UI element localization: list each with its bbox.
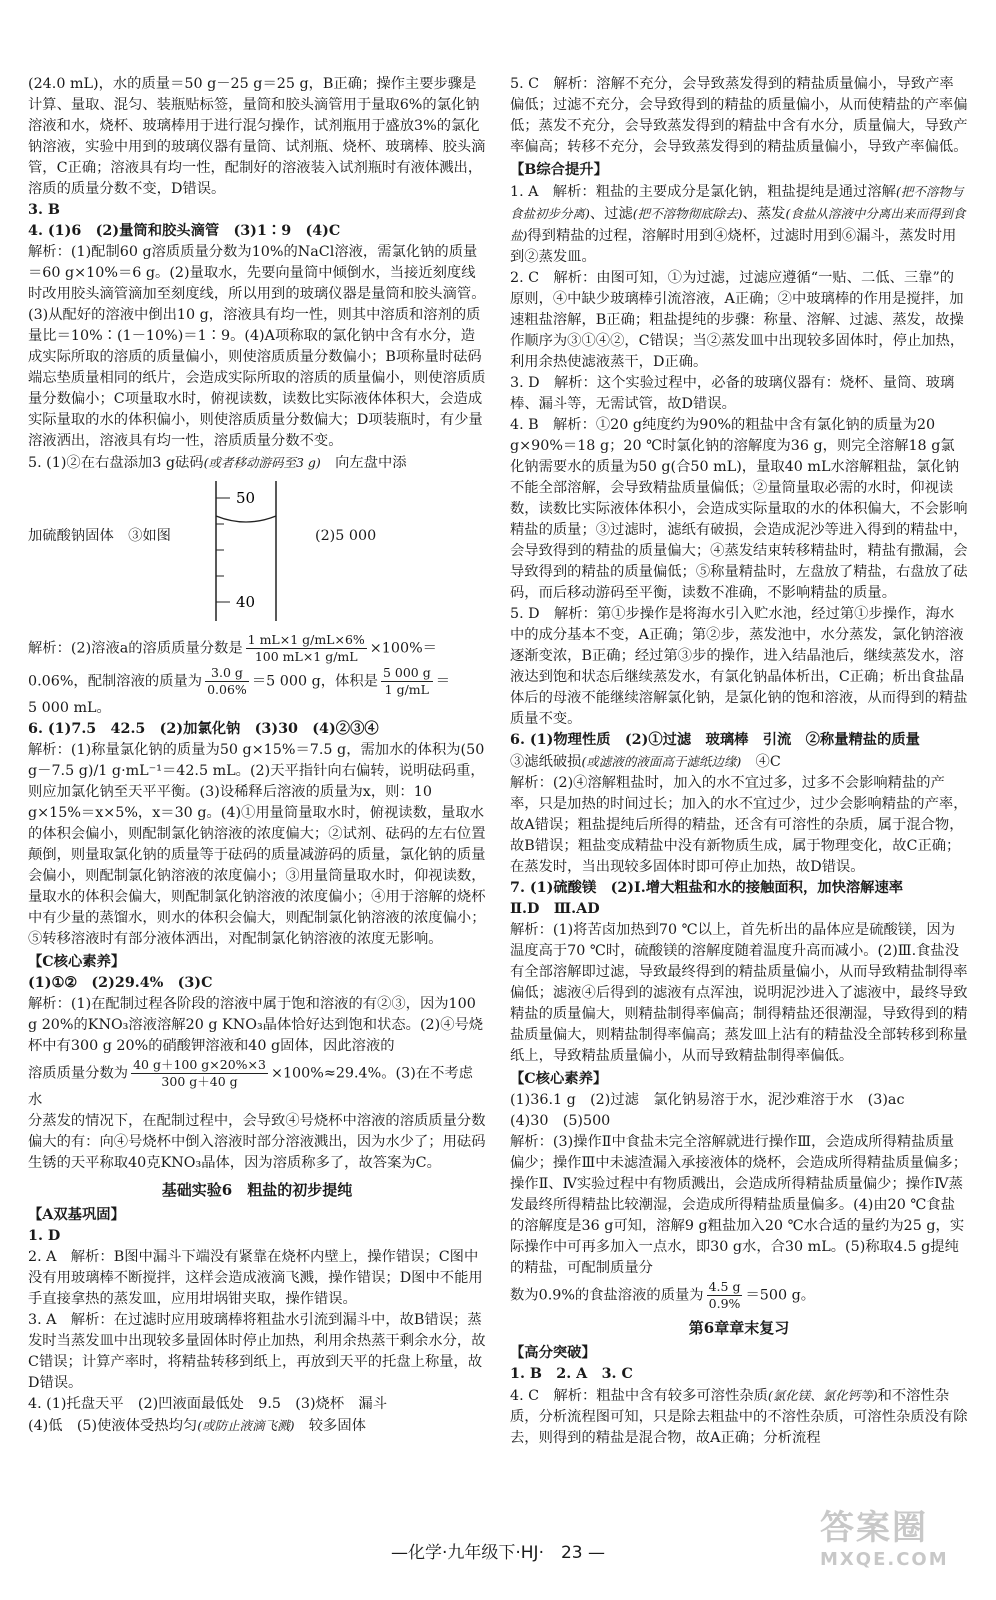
- note: (或防止液滴飞溅): [197, 1418, 295, 1433]
- answer-4-explanation: 解析：(1)配制60 g溶质质量分数为10%的NaCl溶液，需氯化钠的质量＝60 g×10%＝6 g。(2)量取水，先要向量筒中倾倒水，当接近刻度线时改用胶头滴管滴加至刻度线，所以用到的玻璃仪器是量筒和胶头滴管。(3)从配好的溶液中倒出10 g，溶液具有均一性，则其中溶质和溶剂的质量比＝10%∶(1－10%)＝1∶9。(4)A项称取的氯化钠中含有水分，造成实际所取的溶质的质量偏小，则使溶质质量分数偏小；B项称量时砝码端忘垫质量相同的纸片，会造成实际所取的溶质的质量偏小，则使溶质质量分数偏小；C项量取水时，俯视读数，读数比实际液体体积大，会造成实际量取的水的体积偏小，则使溶质质量分数偏大；D项装瓶时，有少量溶液洒出，溶液具有均一性，溶质质量分数不变。: [28, 244, 486, 449]
- fraction-denominator: 0.9%: [708, 1296, 741, 1311]
- b-answer-6-line2: [510, 751, 968, 773]
- b-answer-6-line1: 6. (1)物理性质 (2)①过滤 玻璃棒 引流 ②称量精盐的质量: [510, 732, 920, 748]
- fraction: [205, 665, 249, 698]
- a-answer-5: 5. C 解析：溶解不充分，会导致蒸发得到的精盐质量偏小，导致产率偏低；过滤不充分，会导致得到的精盐的质量偏小，从而使精盐的产率偏低；蒸发不充分，会导致蒸发得到的精盐中含有水分，质量偏大，导致产率偏高；转移不充分，会导致蒸发得到的精盐质量偏小，导致产率偏低。: [510, 76, 968, 155]
- section-c2-heading: 【C核心素养】: [510, 1071, 608, 1087]
- watermark-top: 答案圈: [820, 1508, 928, 1548]
- answer-5-text: 5. (1)②在右盘添加3 g砝码: [28, 455, 204, 471]
- b-answer-7-line2: Ⅱ.D Ⅲ.AD: [510, 901, 600, 917]
- b-answer-5: 5. D 解析：第①步操作是将海水引入贮水池，经过第①步操作，海水中的成分基本不变，A正确；第②步，蒸发池中，水分蒸发，氯化钠溶液逐渐变浓，B正确；经过第③步的操作，进入结晶池后，继续蒸发水，溶液达到饱和状态后继续蒸发水，有氯化钠晶体析出，C正确；析出食盐晶体后的母液不能继续溶解氯化钠，是氯化钠的饱和溶液，从而得到的精盐质量不变。: [510, 606, 968, 727]
- text: ＝5 000 g，体积是: [251, 673, 378, 690]
- high-answers-1-3: 1. B 2. A 3. C: [510, 1366, 633, 1382]
- c2-answer-line1: (1)36.1 g (2)过滤 氯化钠易溶于水，泥沙难溶于水 (3)ac: [510, 1092, 905, 1108]
- page-footer: —化学·九年级下·HJ· 23 —: [390, 1543, 606, 1563]
- text: 数为0.9%的食盐溶液的质量为: [510, 1287, 704, 1304]
- fraction-denominator: 100 mL×1 g/mL: [254, 649, 358, 664]
- note: (把不溶物彻底除去): [632, 206, 743, 221]
- text: ×100%＝: [369, 640, 437, 657]
- answer-6-explanation: 解析：(1)称量氯化钠的质量为50 g×15%＝7.5 g，需加水的体积为(50 g－7.5 g)/1 g·mL⁻¹＝42.5 mL。(2)天平指针向右偏转，说明砝码重，则应加氯化钠至天平平衡。(3)设稀释后溶液的质量为x，则：10 g×15%＝x×5%，x＝30 g。(4)①用量筒量取水时，俯视读数，量取水的体积会偏小，则配制氯化钠溶液的浓度偏大；②试剂、砝码的左右位置颠倒，则量取氯化钠的质量等于砝码的质量减游码的质量，氯化钠的质量会偏小，则配制氯化钠溶液的浓度偏小；③用量筒量取水时，仰视读数，量取水的体积会偏大，则配制氯化钠溶液的浓度偏小；④用于溶解的烧杯中有少量的蒸馏水，则水的体积会偏大，则配制氯化钠溶液的浓度偏小；⑤转移溶液时有部分液体洒出，对配制氯化钠溶液的浓度无影响。: [28, 742, 486, 947]
- text: 1. A 解析：粗盐的主要成分是氯化钠，粗盐提纯是通过溶解: [510, 184, 896, 200]
- b-answer-7-explanation: 解析：(1)将苦卤加热到70 ℃以上，首先析出的晶体应是硫酸镁，因为温度高于70 ℃时，硫酸镁的溶解度随着温度升高而减小。(2)Ⅲ.食盐没有全部溶解即过滤，导致最终得到的精盐质量偏小，从而导致精盐制得率偏低；滤液④后得到的滤液有点浑浊，说明泥沙进入了滤液中，最终导致精盐的质量偏大，则精盐制得率偏高；制得精盐还很潮湿，导致得到的精盐质量偏大，则精盐制得率偏高；蒸发皿上沾有的精盐没全部转移到称量纸上，导致精盐质量偏小，从而导致精盐制得率偏低。: [510, 922, 968, 1064]
- text: ＝: [435, 673, 450, 690]
- note: (食盐从溶液中分离出来而得到食盐): [510, 206, 966, 243]
- c2-formula: [510, 1279, 968, 1312]
- text: 较多固体: [294, 1418, 366, 1434]
- b-answer-1: [510, 181, 968, 268]
- right-column: [510, 74, 968, 1449]
- cylinder-figure-row: [28, 476, 486, 626]
- left-column: [28, 74, 486, 1437]
- watermark-logo: [820, 1500, 980, 1590]
- section-a-heading: 【A双基巩固】: [28, 1207, 125, 1223]
- answer-3: 3. B: [28, 202, 60, 218]
- answer-5-text-b: 向左盘中添: [320, 455, 407, 471]
- fraction-numerator: 3.0 g: [205, 665, 249, 682]
- a-answer-1: 1. D: [28, 1228, 61, 1244]
- section-c-answer: (1)①② (2)29.4% (3)C: [28, 975, 213, 991]
- answer-5-solution-line2: [28, 665, 486, 698]
- fraction-numerator: 40 g＋100 g×20%×3: [133, 1057, 266, 1072]
- note: (氯化镁、氯化钙等): [767, 1388, 878, 1403]
- text: 和不溶性杂质，分析流程图可知，只是除去粗盐中的不溶性杂质，可溶性杂质没有除去，则得到的精盐是混合物，故A正确；分析流程: [510, 1388, 968, 1446]
- b-answer-3: 3. D 解析：这个实验过程中，必备的玻璃仪器有：烧杯、量筒、玻璃棒、漏斗等，无需试管，故D错误。: [510, 375, 955, 412]
- fraction-numerator: 1 mL×1 g/mL×6%: [247, 632, 365, 647]
- section-b-heading: 【B综合提升】: [510, 162, 608, 178]
- fraction: [246, 632, 367, 665]
- text: ③滤纸破损: [510, 754, 582, 770]
- a-answer-4-line2: [28, 1415, 486, 1437]
- answer-5-line1: [28, 452, 486, 474]
- b-answer-4: 4. B 解析：①20 g纯度约为90%的粗盐中含有氯化钠的质量为20 g×90%＝18 g；20 ℃时氯化钠的溶解度为36 g，则完全溶解18 g氯化钠需要水的质量为50 g(合50 mL)，量取40 mL水溶解粗盐，氯化钠不能全部溶解，会导致精盐质量偏低；②量筒量取必需的水时，仰视读数，读数比实际液体体积小，会造成实际量取的水的体积偏大，不会影响精盐的质量；③过滤时，滤纸有破损，会造成泥沙等进入得到的精盐中，会导致得到的精盐的质量偏大；④蒸发结束转移精盐时，精盐有撒漏，会导致得到的精盐的质量偏低；⑤称量精盐时，左盘放了精盐，右盘放了砝码，而后移动游码至平衡，读数不准确，不影响精盐的质量。: [510, 417, 968, 601]
- text: (4)低 (5)使液体受热均匀: [28, 1418, 198, 1434]
- cylinder-caption-left: 加硫酸钠固体 ③如图: [28, 528, 171, 544]
- fraction: [381, 665, 433, 698]
- section-c-explanation: 解析：(1)在配制过程各阶段的溶液中属于饱和溶液的有②③，因为100 g 20%的KNO₃溶液溶解20 g KNO₃晶体恰好达到饱和状态。(2)④号烧杯中有300 g 20%的硝酸钾溶液和40 g固体，因此溶液的: [28, 996, 484, 1054]
- cylinder-mark-50: 50: [236, 489, 256, 507]
- graduated-cylinder-figure: [206, 476, 286, 626]
- fraction: [131, 1057, 268, 1090]
- fraction: [707, 1279, 743, 1312]
- c2-explanation: 解析：(3)操作Ⅱ中食盐未完全溶解就进行操作Ⅲ，会造成所得精盐质量偏少；操作Ⅲ中未滤渣漏入承接液体的烧杯，会造成所得精盐质量偏多；操作Ⅱ、Ⅳ实验过程中有物质溅出，会造成所得精盐质量偏少；操作Ⅳ蒸发最终所得精盐比较潮湿，会造成所得精盐质量偏多。(4)由20 ℃食盐的溶解度是36 g可知，溶解9 g粗盐加入20 ℃水合适的量约为25 g，实际操作中可再多加入一点水，即30 g水，合30 mL。(5)称取4.5 g提纯的精盐，可配制质量分: [510, 1134, 967, 1276]
- answer-4-head: 4. (1)6 (2)量筒和胶头滴管 (3)1∶9 (4)C: [28, 223, 341, 239]
- text: 、过滤: [589, 206, 633, 222]
- a-answer-2: 2. A 解析：B图中漏斗下端没有紧靠在烧杯内壁上，操作错误；C图中没有用玻璃棒不断搅拌，这样会造成液滴飞溅，操作错误；D图中不能用手直接拿热的蒸发皿，应用坩埚钳夹取，操作错误。: [28, 1249, 483, 1307]
- fraction-denominator: 300 g＋40 g: [161, 1074, 238, 1089]
- b-answer-7-line1: 7. (1)硫酸镁 (2)Ⅰ.增大粗盐和水的接触面积，加快溶解速率: [510, 880, 904, 896]
- b-answer-2: 2. C 解析：由图可知，①为过滤，过滤应遵循“一贴、二低、三靠”的原则，④中缺少玻璃棒引流溶液，A正确；②中玻璃棒的作用是搅拌，加速粗盐溶解，B正确；粗盐提纯的步骤：称量、溶解、过滤、蒸发，故操作顺序为③①④②，C错误；当②蒸发皿中出现较多固体时，停止加热，利用余热使滤液蒸干，D正确。: [510, 270, 965, 370]
- answer-5-solution-line3: 5 000 mL。: [28, 700, 111, 716]
- experiment-6-title: 基础实验6 粗盐的初步提纯: [161, 1181, 353, 1199]
- cylinder-mark-40: 40: [236, 593, 256, 611]
- c2-answer-line2: (4)30 (5)500: [510, 1113, 611, 1129]
- text: 溶质质量分数为: [28, 1065, 129, 1082]
- text: 、蒸发: [742, 206, 786, 222]
- section-c-heading: 【C核心素养】: [28, 954, 126, 970]
- text: 解析：(2)溶液a的溶质质量分数是: [28, 640, 243, 657]
- cylinder-caption-right: (2)5 000: [315, 528, 377, 544]
- fraction-denominator: 0.06%: [207, 682, 247, 697]
- text: 4. C 解析：粗盐中含有较多可溶性杂质: [510, 1388, 768, 1404]
- a-answer-3: 3. A 解析：在过滤时应用玻璃棒将粗盐水引流到漏斗中，故B错误；蒸发时当蒸发皿中出现较多量固体时停止加热，利用余热蒸干剩余水分，故C错误；计算产率时，将精盐转移到纸上，再放到天平的托盘上称量，故D错误。: [28, 1312, 486, 1391]
- fraction-denominator: 1 g/mL: [384, 682, 429, 697]
- text: ＝500 g。: [745, 1287, 816, 1304]
- answer-6-head: 6. (1)7.5 42.5 (2)加氯化钠 (3)30 (4)②③④: [28, 721, 379, 737]
- text: ④C: [741, 754, 781, 770]
- answer-5-note: (或者移动游码至3 g): [203, 455, 321, 470]
- section-c-formula: [28, 1057, 486, 1111]
- section-high-heading: 【高分突破】: [510, 1345, 596, 1361]
- note: (把不溶物与食盐初步分离): [510, 184, 964, 221]
- text: 得到精盐的过程，溶解时用到④烧杯，过滤时用到⑥漏斗，蒸发时用到②蒸发皿。: [510, 228, 957, 265]
- chapter-review-title: 第6章章末复习: [688, 1319, 790, 1337]
- paragraph: (24.0 mL)，水的质量＝50 g－25 g＝25 g，B正确；操作主要步骤是计算、量取、混匀、装瓶贴标签，量筒和胶头滴管用于量取6%的氯化钠溶液和水，烧杯、玻璃棒用于进行混匀操作，试剂瓶用于盛放3%的氯化钠溶液，实验中用到的玻璃仪器有量筒、试剂瓶、烧杯、玻璃棒、胶头滴管，C正确；溶液具有均一性，配制好的溶液装入试剂瓶时有液体溅出，溶质的质量分数不变，D错误。: [28, 76, 486, 197]
- fraction-numerator: 4.5 g: [708, 1279, 741, 1294]
- watermark-bottom: MXQE.COM: [820, 1549, 949, 1570]
- b-answer-6-explanation: 解析：(2)④溶解粗盐时，加入的水不宜过多，过多不会影响精盐的产率，只是加热的时间过长；加入的水不宜过少，过少会影响精盐的产率，故A错误；粗盐提纯后所得的精盐，还含有可溶性的杂质，属于混合物，故B错误；粗盐变成精盐中没有新物质生成，属于物理变化，故C正确；在蒸发时，当出现较多固体时即可停止加热，故D错误。: [510, 775, 968, 875]
- note: (或滤液的液面高于滤纸边缘): [581, 754, 742, 769]
- section-c-explanation-2: 分蒸发的情况下，在配制过程中，会导致④号烧杯中溶液的溶质质量分数偏大的有：向④号烧杯中倒入溶液时部分溶液溅出，因为水少了；用砝码生锈的天平称取40克KNO₃晶体，因为溶质称多了，故答案为C。: [28, 1113, 486, 1171]
- text: ×100%≈29.4%。(3)在不考虑水: [28, 1065, 473, 1108]
- high-answer-4: [510, 1385, 968, 1449]
- text: 0.06%，配制溶液的质量为: [28, 673, 203, 690]
- a-answer-4-line1: 4. (1)托盘天平 (2)凹液面最低处 9.5 (3)烧杯 漏斗: [28, 1396, 388, 1412]
- answer-5-solution-line1: [28, 632, 486, 665]
- fraction-numerator: 5 000 g: [382, 665, 431, 680]
